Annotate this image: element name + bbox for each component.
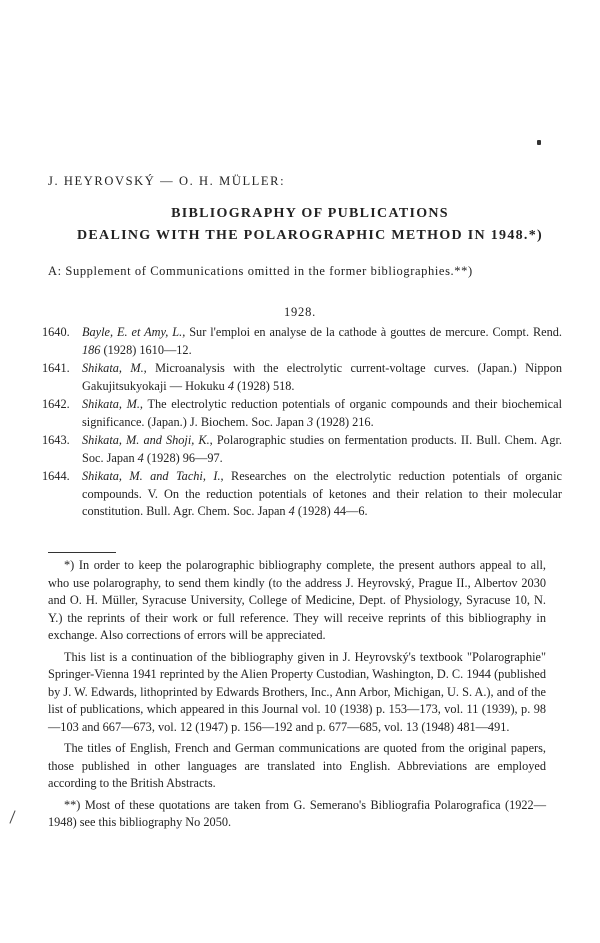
entry-pages: (1928) 44—6. [294,504,368,518]
year-heading: 1928. [283,305,317,319]
footnotes [48,557,546,836]
entry-volume: 4 [227,378,235,393]
margin-mark [9,810,15,823]
entry-volume: 186 [82,342,101,357]
entry-authors: Shikata, M., [82,361,147,375]
entry-citation: Researches on the electrolytic reduction potentials of organic compounds. V. On the reduction potentials of ketones and their relation to their molecular constitution. Bull. Agr. Chem. Soc. Japan [82,469,563,518]
entry-text [82,468,562,521]
footnote-continuation: This list is a continuation of the bibliography given in J. Heyrovský's textbook "Polarographie" Springer-Vienna 1941 reprinted by the Alien Property Custodian, Washington, D. C. 1944 (published by J. W. Edwards, lithoprinted by Edwards Brothers, Inc., Ann Arbor, Michigan, U. S. A.), and of the list of publications, which appeared in this Journal vol. 10 (1938) p. 153—173, vol. 11 (1939), p. 98—103 and 667—673, vol. 12 (1947) p. 156—192 and p. 677—685, vol. 13 (1948) 481—491. [48,649,546,734]
entry-text [82,432,562,467]
entry-text [82,324,562,359]
entry-pages: (1928) 216. [313,414,374,429]
entry-text [82,396,562,431]
bibliography-list [42,324,562,522]
entry-pages: (1928) 518. [234,378,295,393]
entry-pages: (1928) 1610—12. [100,342,192,357]
bibliography-entry [42,468,562,521]
footnote-divider [48,552,116,553]
footnote-2: **) Most of these quotations are taken from G. Semerano's Bibliografia Polarografica (1922—1948) see this bibliography No 2050. [48,797,546,829]
entry-volume: 4 [137,450,144,465]
ink-dot [537,140,541,145]
entry-number: 1640. [42,325,70,339]
entry-citation: Sur l'emploi en analyse de la cathode à gouttes de mercure. Compt. Rend. [185,325,562,339]
entry-number: 1644. [42,469,70,483]
entry-number: 1642. [42,397,70,411]
entry-number: 1641. [42,361,70,375]
bibliography-entry [42,432,562,467]
entry-volume: 3 [307,414,314,429]
title-line-1: BIBLIOGRAPHY OF PUBLICATIONS [171,206,449,221]
entry-text [82,360,562,395]
section-heading: A: Supplement of Communications omitted in the former bibliographies.**) [48,264,473,278]
entry-pages: (1928) 96—97. [143,450,223,465]
bibliography-entry [42,324,562,359]
entry-citation: Polarographic studies on fermentation products. II. Bull. Chem. Agr. Soc. Japan [82,433,562,465]
entry-number: 1643. [42,433,70,447]
title-line-2: DEALING WITH THE POLAROGRAPHIC METHOD IN 1948.*) [77,228,543,243]
bibliography-entry [42,396,562,431]
entry-authors: Bayle, E. et Amy, L., [82,325,186,339]
entry-authors: Shikata, M., [82,397,144,411]
footnote-titles-note: The titles of English, French and German communications are quoted from the original papers, those published in other languages are translated into English. Abbreviations are employed according to the British Abstracts. [48,741,546,790]
footnote-1: *) In order to keep the polarographic bibliography complete, the present authors appeal to all, who use polarography, to send them kindly (to the address J. Heyrovský, Prague II., Albertov 2030 and O. H. Müller, Syracuse University, College of Medicine, Dept. of Physiology, Syracuse 10, N. Y.) the reprints of their work or full reference. They will receive reprints of this bibliography in exchange. Also corrections of errors will be appreciated. [48,558,546,642]
entry-citation: Microanalysis with the electrolytic current-voltage curves. (Japan.) Nippon Gakujitsukyokaji — Hokuku [82,361,562,393]
author-line: J. HEYROVSKÝ — O. H. MÜLLER: [48,174,286,188]
entry-authors: Shikata, M. and Tachi, I., [82,469,224,483]
entry-volume: 4 [288,504,295,518]
entry-citation: The electrolytic reduction potentials of organic compounds and their biochemical significance. (Japan.) J. Biochem. Soc. Japan [82,397,562,429]
entry-authors: Shikata, M. and Shoji, K., [82,433,213,447]
bibliography-entry [42,360,562,395]
